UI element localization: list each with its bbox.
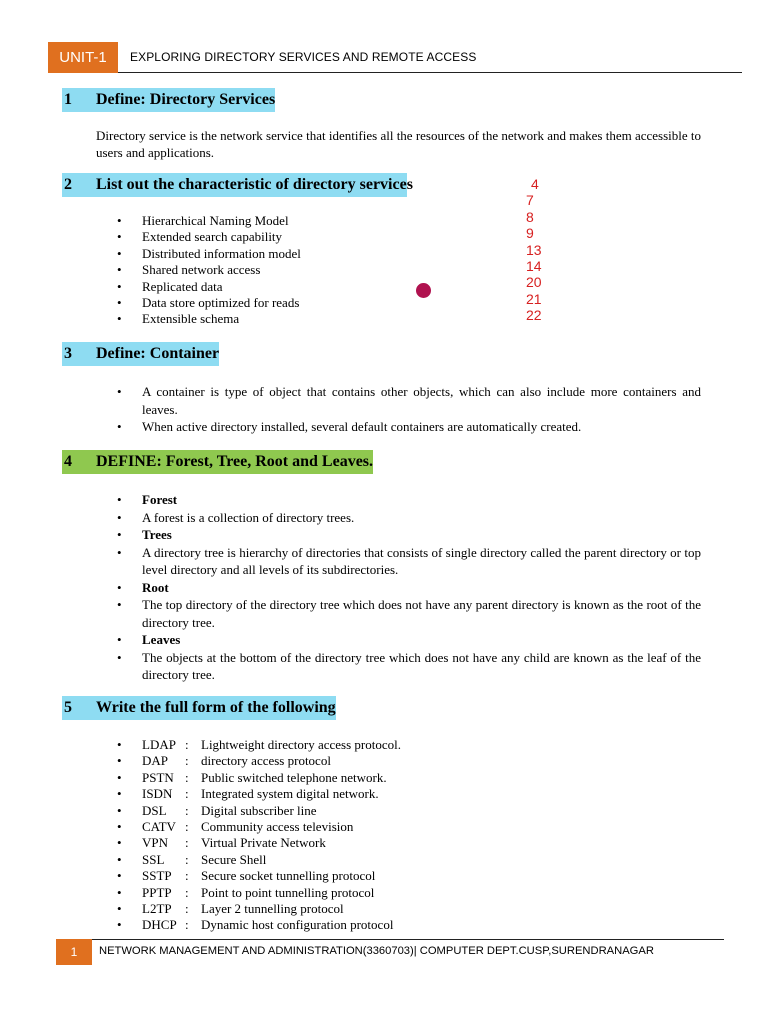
section-5-heading bbox=[62, 696, 336, 720]
handwritten-number: 4 bbox=[531, 176, 539, 192]
separator: : bbox=[185, 737, 189, 752]
container-list bbox=[117, 383, 701, 436]
page-footer bbox=[56, 939, 724, 965]
page-number: 1 bbox=[56, 939, 92, 965]
list-item: • Distributed information model bbox=[117, 246, 417, 262]
page-header bbox=[48, 42, 742, 73]
sublist bbox=[117, 544, 701, 579]
full-form: Integrated system digital network. bbox=[201, 786, 379, 802]
full-form: Secure socket tunnelling protocol bbox=[201, 868, 376, 884]
separator: : bbox=[185, 802, 189, 818]
sublist bbox=[117, 596, 701, 631]
section-title: Write the full form of the following bbox=[96, 699, 336, 716]
abbr: DHCP bbox=[142, 917, 177, 933]
handwritten-number: 14 bbox=[526, 258, 542, 275]
list-item: • Extended search capability bbox=[117, 229, 417, 245]
section-1-paragraph: Directory service is the network service that identifies all the resources of the network and makes them accessible to users and applications. bbox=[96, 128, 702, 160]
list-item: • Shared network access bbox=[117, 262, 417, 278]
section-title-tail: s bbox=[406, 176, 413, 193]
abbr: LDAP bbox=[142, 737, 176, 752]
abbreviation-item bbox=[117, 819, 537, 835]
section-2-highlight bbox=[62, 173, 407, 197]
header-rule bbox=[118, 72, 742, 73]
handwritten-number: 9 bbox=[526, 225, 534, 242]
list-item bbox=[117, 526, 701, 579]
header-title: EXPLORING DIRECTORY SERVICES AND REMOTE ACCESS bbox=[130, 50, 477, 64]
abbreviation-item bbox=[117, 803, 537, 819]
full-form: Community access television bbox=[201, 819, 354, 835]
abbr: SSTP bbox=[142, 868, 172, 884]
abbreviation-item bbox=[117, 868, 537, 884]
handwritten-number: 22 bbox=[526, 307, 542, 324]
full-form: directory access protocol bbox=[201, 753, 331, 769]
footer-rule bbox=[92, 939, 724, 940]
definition: • A forest is a collection of directory trees. bbox=[117, 509, 701, 527]
abbr: DAP bbox=[142, 753, 169, 769]
full-form: Layer 2 tunnelling protocol bbox=[201, 901, 344, 917]
abbreviation-item bbox=[117, 835, 537, 851]
separator: : bbox=[185, 901, 189, 917]
abbreviation-item bbox=[117, 917, 537, 933]
abbreviation-item bbox=[117, 901, 537, 917]
full-form: Secure Shell bbox=[201, 851, 267, 867]
footer-text: NETWORK MANAGEMENT AND ADMINISTRATION(3360703)| COMPUTER DEPT.CUSP,SURENDRANAGAR bbox=[99, 945, 654, 957]
abbr: VPN bbox=[142, 835, 169, 851]
abbreviation-item bbox=[117, 770, 537, 786]
definition: • A directory tree is hierarchy of directories that consists of single directory called the parent directory or top level directory and all levels of its subdirectories. bbox=[117, 544, 701, 579]
abbr: PSTN bbox=[142, 769, 174, 785]
abbreviation-item bbox=[117, 737, 537, 753]
handwritten-number: 8 bbox=[526, 208, 534, 225]
section-4-heading bbox=[62, 450, 373, 474]
handwritten-numbers bbox=[526, 176, 542, 324]
full-form: Virtual Private Network bbox=[201, 835, 326, 851]
definition: • The objects at the bottom of the directory tree which does not have any child are known as the leaf of the directory tree. bbox=[117, 649, 701, 684]
handwritten-number: 20 bbox=[526, 274, 542, 291]
list-item bbox=[117, 631, 701, 684]
abbreviation-item bbox=[117, 852, 537, 868]
term-leaves: Leaves bbox=[142, 632, 181, 647]
magenta-dot-mark bbox=[416, 283, 431, 298]
list-item bbox=[117, 491, 701, 526]
characteristics-list bbox=[117, 213, 417, 328]
separator: : bbox=[185, 786, 189, 802]
separator: : bbox=[185, 769, 189, 785]
section-number: 1 bbox=[64, 91, 72, 108]
section-1-heading bbox=[62, 88, 275, 112]
sublist bbox=[117, 509, 701, 527]
list-item: • Data store optimized for reads bbox=[117, 295, 417, 311]
handwritten-number: 13 bbox=[526, 241, 542, 258]
abbr: L2TP bbox=[142, 901, 172, 917]
handwritten-number: 21 bbox=[526, 290, 542, 307]
term-forest: Forest bbox=[142, 492, 178, 507]
forest-tree-list bbox=[117, 491, 701, 684]
abbr: ISDN bbox=[142, 786, 173, 802]
separator: : bbox=[185, 753, 189, 769]
abbreviation-list bbox=[117, 737, 537, 934]
separator: : bbox=[185, 868, 189, 884]
full-form: Public switched telephone network. bbox=[201, 769, 387, 785]
list-item: • Hierarchical Naming Model bbox=[117, 213, 417, 229]
list-item: • Replicated data bbox=[117, 279, 417, 295]
abbreviation-item bbox=[117, 885, 537, 901]
list-item: • A container is type of object that contains other objects, which can also include more containers and leaves. bbox=[117, 383, 701, 418]
full-form: Lightweight directory access protocol. bbox=[201, 737, 401, 752]
section-number: 4 bbox=[64, 453, 72, 470]
list-item: • Extensible schema bbox=[117, 311, 417, 327]
separator: : bbox=[185, 835, 189, 851]
section-2-heading bbox=[62, 173, 413, 197]
list-item: • When active directory installed, several default containers are automatically created. bbox=[117, 418, 701, 436]
abbreviation-item bbox=[117, 753, 537, 769]
full-form: Digital subscriber line bbox=[201, 802, 317, 818]
separator: : bbox=[185, 917, 189, 933]
separator: : bbox=[185, 819, 189, 835]
section-3-heading bbox=[62, 342, 219, 366]
abbr: DSL bbox=[142, 802, 167, 818]
unit-label: UNIT-1 bbox=[48, 42, 118, 73]
term-root: Root bbox=[142, 579, 169, 595]
section-title: Define: Container bbox=[96, 345, 220, 362]
section-title: DEFINE: Forest, Tree, Root and Leaves. bbox=[96, 453, 374, 470]
list-item bbox=[117, 579, 701, 632]
definition: • The top directory of the directory tree which does not have any parent directory is known as the root of the directory tree. bbox=[117, 596, 701, 631]
abbr: PPTP bbox=[142, 884, 172, 900]
section-number: 3 bbox=[64, 345, 72, 362]
handwritten-number: 7 bbox=[526, 192, 534, 209]
abbreviation-item bbox=[117, 786, 537, 802]
section-title: Define: Directory Services bbox=[96, 91, 276, 108]
full-form: Point to point tunnelling protocol bbox=[201, 884, 375, 900]
section-number: 2 bbox=[64, 176, 72, 193]
section-number: 5 bbox=[64, 699, 72, 716]
separator: : bbox=[185, 851, 189, 867]
section-title: List out the characteristic of directory service bbox=[96, 176, 407, 193]
term-trees: Trees bbox=[142, 527, 172, 542]
sublist bbox=[117, 649, 701, 684]
full-form: Dynamic host configuration protocol bbox=[201, 917, 394, 933]
separator: : bbox=[185, 884, 189, 900]
abbr: CATV bbox=[142, 819, 176, 835]
abbr: SSL bbox=[142, 851, 165, 867]
